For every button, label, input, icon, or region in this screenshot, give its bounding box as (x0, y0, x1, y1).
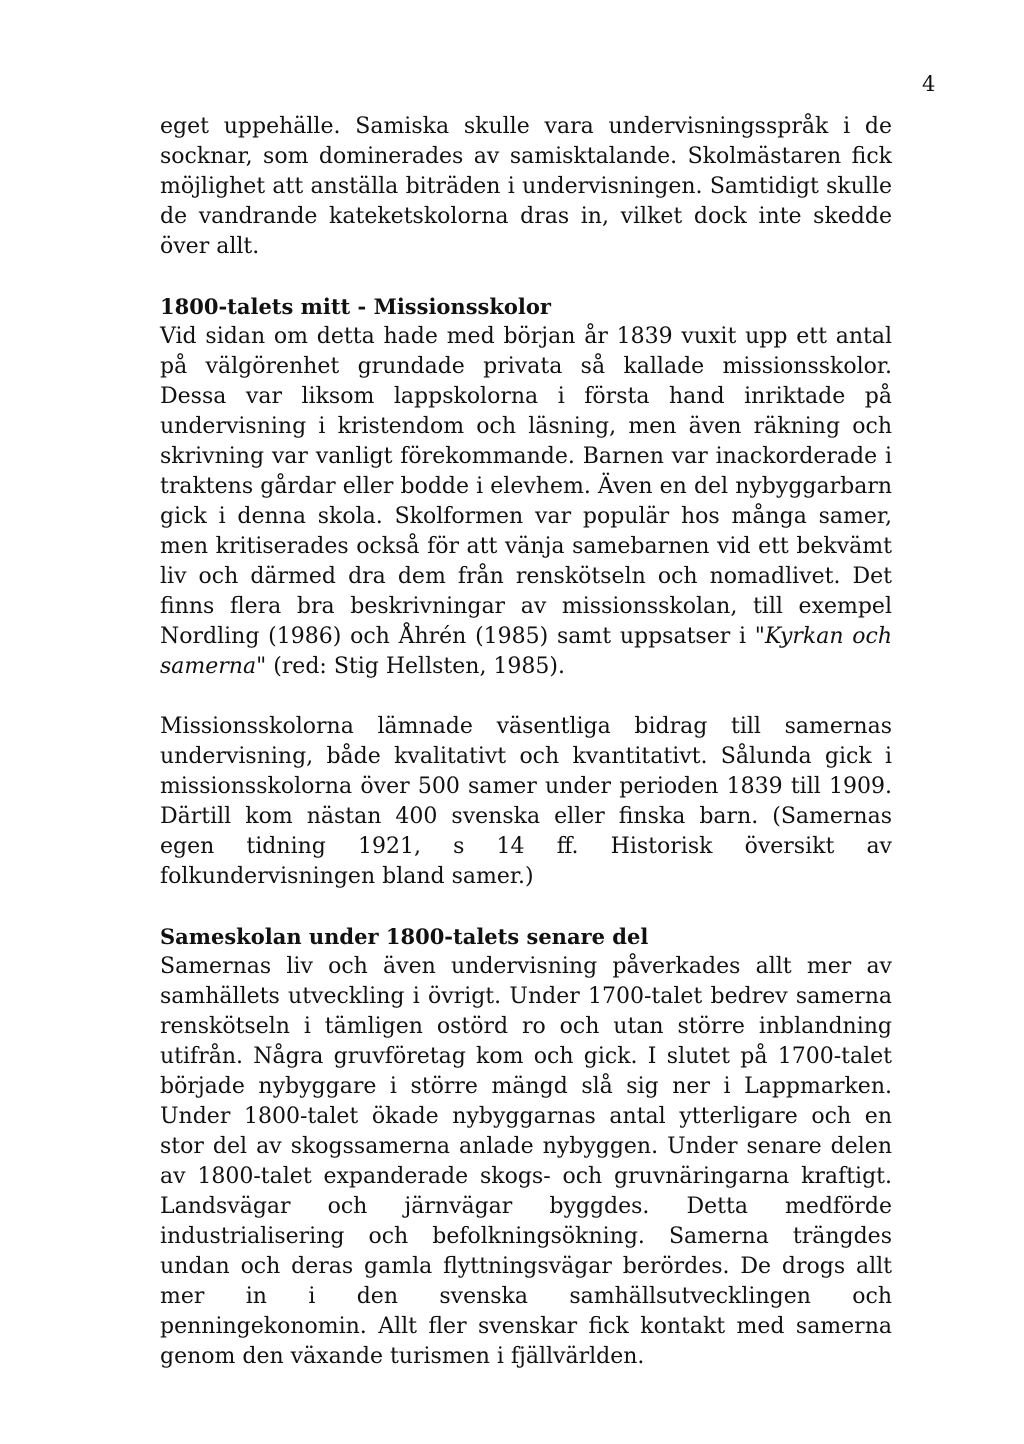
page-number: 4 (922, 72, 936, 96)
book-title-kyrkan-och-samerna: "Kyrkan och samerna" (160, 624, 892, 679)
section-heading-sameskolan: Sameskolan under 1800-talets senare del (160, 924, 649, 949)
paragraph-gap (160, 262, 892, 292)
paragraph-gap (160, 682, 892, 712)
intro-paragraph: eget uppehälle. Samiska skulle vara undervisningsspråk i de socknar, som dominerades av samisktalande. Skolmästaren fick möjlighet att anställa biträden i undervisningen. Samtidigt skulle de vandrande kateketskolorna dras in, vilket dock inte skedde över allt. (160, 114, 892, 259)
document-body (160, 112, 892, 1372)
missionsskolor-paragraph-2: Missionsskolorna lämnade väsentliga bidrag till samernas undervisning, både kvalitativt och kvantitativt. Sålunda gick i missionsskolorna över 500 samer under perioden 1839 till 1909. Därtill kom nästan 400 svenska eller finska barn. (Samernas egen tidning 1921, s 14 ff. Historisk översikt av folkundervisningen bland samer.) (160, 714, 892, 889)
paragraph-text-end: (red: Stig Hellsten, 1985). (266, 654, 565, 679)
paragraph-text: Vid sidan om detta hade med början år 1839 vuxit upp ett antal på välgörenhet grundade privata så kallade missionsskolor. Dessa var liksom lappskolorna i första hand inriktade på undervisning i kristendom och läsning, men även räkning och skrivning var vanligt förekommande. Barnen var inackorderade i traktens gårdar eller bodde i elevhem. Även en del nybyggarbarn gick i denna skola. Skolformen var populär hos många samer, men kritiserades också för att vänja samebarnen vid ett bekvämt liv och därmed dra dem från renskötseln och nomadlivet. Det finns flera bra beskrivningar av missionsskolan, till exempel Nordling (1986) och Åhrén (1985) samt uppsatser i (160, 324, 892, 649)
missionsskolor-paragraph-1 (160, 322, 892, 682)
sameskolan-paragraph-1: Samernas liv och även undervisning påverkades allt mer av samhällets utveckling i övrigt. Under 1700-talet bedrev samerna renskötseln i tämligen ostörd ro och utan större inblandning utifrån. Några gruvföretag kom och gick. I slutet på 1700-talet började nybyggare i större mängd slå sig ner i Lappmarken. Under 1800-talet ökade nybyggarnas antal ytterligare och en stor del av skogssamerna anlade nybyggen. Under senare delen av 1800-talet expanderade skogs- och gruvnäringarna kraftigt. Landsvägar och järnvägar byggdes. Detta medförde industrialisering och befolkningsökning. Samerna trängdes undan och deras gamla flyttningsvägar berördes. De drogs allt mer in i den svenska samhällsutvecklingen och penningekonomin. Allt fler svenskar fick kontakt med samerna genom den växande turismen i fjällvärlden. (160, 954, 892, 1369)
section-heading-missionsskolor: 1800-talets mitt - Missionsskolor (160, 294, 551, 319)
paragraph-gap (160, 892, 892, 922)
